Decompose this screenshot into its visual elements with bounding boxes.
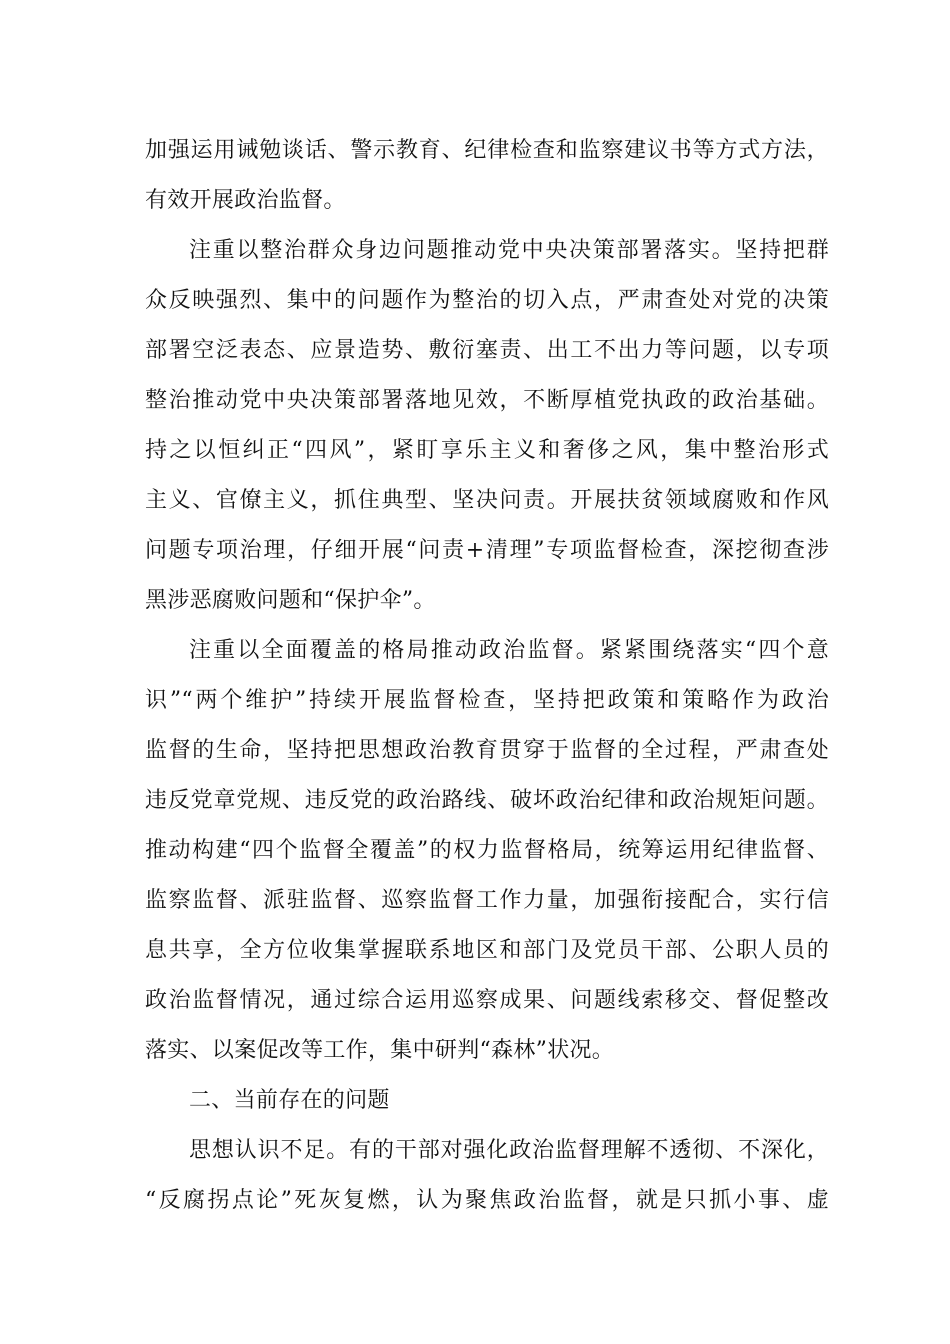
paragraph-start-line: 注重以整治群众身边问题推动党中央决策部署落实。坚持把群 (189, 238, 829, 263)
text-line: 监察监督、派驻监督、巡察监督工作力量，加强衔接配合，实行信 (145, 888, 829, 913)
text-line: 主义、官僚主义，抓住典型、坚决问责。开展扶贫领域腐败和作风 (145, 488, 829, 513)
text-line: 监督的生命，坚持把思想政治教育贯穿于监督的全过程，严肃查处 (145, 738, 829, 763)
text-line: 整治推动党中央决策部署落地见效，不断厚植党执政的政治基础。 (145, 388, 829, 413)
text-line: 推动构建“四个监督全覆盖”的权力监督格局，统筹运用纪律监督、 (145, 838, 829, 863)
paragraph-start-line: 思想认识不足。有的干部对强化政治监督理解不透彻、不深化， (189, 1138, 829, 1163)
text-line: 众反映强烈、集中的问题作为整治的切入点，严肃查处对党的决策 (145, 288, 829, 313)
document-body (145, 126, 829, 1226)
paragraph-start-line: 注重以全面覆盖的格局推动政治监督。紧紧围绕落实“四个意 (189, 638, 829, 663)
text-line: 政治监督情况，通过综合运用巡察成果、问题线索移交、督促整改 (145, 988, 829, 1013)
text-line: 加强运用诫勉谈话、警示教育、纪律检查和监察建议书等方式方法， (145, 138, 829, 163)
text-line: “反腐拐点论”死灰复燃，认为聚焦政治监督，就是只抓小事、虚 (145, 1188, 829, 1213)
text-line: 部署空泛表态、应景造势、敷衍塞责、出工不出力等问题，以专项 (145, 338, 829, 363)
text-line: 有效开展政治监督。 (145, 188, 346, 213)
text-line: 问题专项治理，仔细开展“问责+清理”专项监督检查，深挖彻查涉 (145, 538, 829, 563)
text-line: 识”“两个维护”持续开展监督检查，坚持把政策和策略作为政治 (145, 688, 829, 713)
text-line: 落实、以案促改等工作，集中研判“森林”状况。 (145, 1038, 615, 1063)
text-line: 持之以恒纠正“四风”，紧盯享乐主义和奢侈之风，集中整治形式 (145, 438, 829, 463)
text-line: 息共享，全方位收集掌握联系地区和部门及党员干部、公职人员的 (145, 938, 829, 963)
text-line: 违反党章党规、违反党的政治路线、破坏政治纪律和政治规矩问题。 (145, 788, 829, 813)
text-line: 黑涉恶腐败问题和“保护伞”。 (145, 588, 436, 613)
section-heading: 二、当前存在的问题 (189, 1088, 390, 1113)
